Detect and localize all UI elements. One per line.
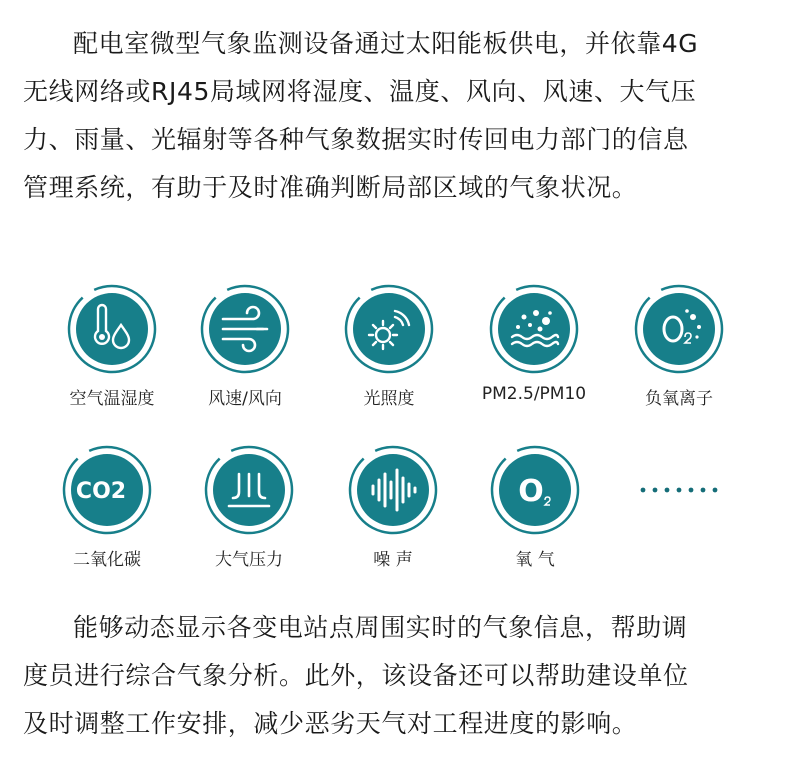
feature-label: 氧 气 bbox=[515, 550, 555, 570]
thermometer-droplet-icon bbox=[66, 283, 158, 375]
feature-noise bbox=[318, 444, 468, 570]
sound-wave-icon bbox=[347, 444, 439, 536]
sun-icon bbox=[343, 283, 435, 375]
feature-co2 bbox=[32, 444, 182, 570]
outro-paragraph bbox=[23, 604, 768, 748]
wind-icon bbox=[199, 283, 291, 375]
feature-label: 空气温湿度 bbox=[69, 389, 155, 409]
feature-pressure bbox=[174, 444, 324, 570]
oxygen-icon-text: O bbox=[518, 474, 544, 509]
feature-air-temp-humidity bbox=[37, 283, 187, 409]
feature-label: 大气压力 bbox=[215, 550, 283, 570]
intro-paragraph bbox=[23, 20, 768, 212]
intro-line: 无线网络或RJ45局域网将湿度、温度、风向、风速、大气压 bbox=[23, 77, 697, 106]
feature-label: 风速/风向 bbox=[208, 389, 282, 409]
feature-label: 负氧离子 bbox=[645, 389, 713, 409]
oxygen-icon bbox=[489, 444, 581, 536]
feature-wind bbox=[170, 283, 320, 409]
outro-line: 及时调整工作安排，减少恶劣天气对工程进度的影响。 bbox=[23, 709, 638, 738]
co2-icon bbox=[61, 444, 153, 536]
feature-label: 噪 声 bbox=[373, 550, 413, 570]
outro-line: 能够动态显示各变电站点周围实时的气象信息，帮助调 bbox=[73, 613, 688, 642]
outro-line: 度员进行综合气象分析。此外，该设备还可以帮助建设单位 bbox=[23, 661, 689, 690]
feature-label: 二氧化碳 bbox=[73, 550, 141, 570]
feature-label: 光照度 bbox=[363, 389, 415, 409]
intro-line: 管理系统，有助于及时准确判断局部区域的气象状况。 bbox=[23, 173, 638, 202]
co2-icon-text: CO2 bbox=[75, 479, 127, 504]
feature-negative-oxygen-ion bbox=[604, 283, 754, 409]
intro-line: 配电室微型气象监测设备通过太阳能板供电，并依靠4G bbox=[73, 29, 699, 58]
particles-icon bbox=[488, 283, 580, 375]
negative-oxygen-ion-icon bbox=[633, 283, 725, 375]
feature-pm bbox=[459, 283, 609, 404]
feature-illuminance bbox=[314, 283, 464, 409]
intro-line: 力、雨量、光辐射等各种气象数据实时传回电力部门的信息 bbox=[23, 125, 689, 154]
pressure-icon bbox=[203, 444, 295, 536]
feature-label: PM2.5/PM10 bbox=[481, 384, 587, 404]
more-dots-icon bbox=[640, 486, 718, 494]
feature-oxygen bbox=[460, 444, 610, 570]
